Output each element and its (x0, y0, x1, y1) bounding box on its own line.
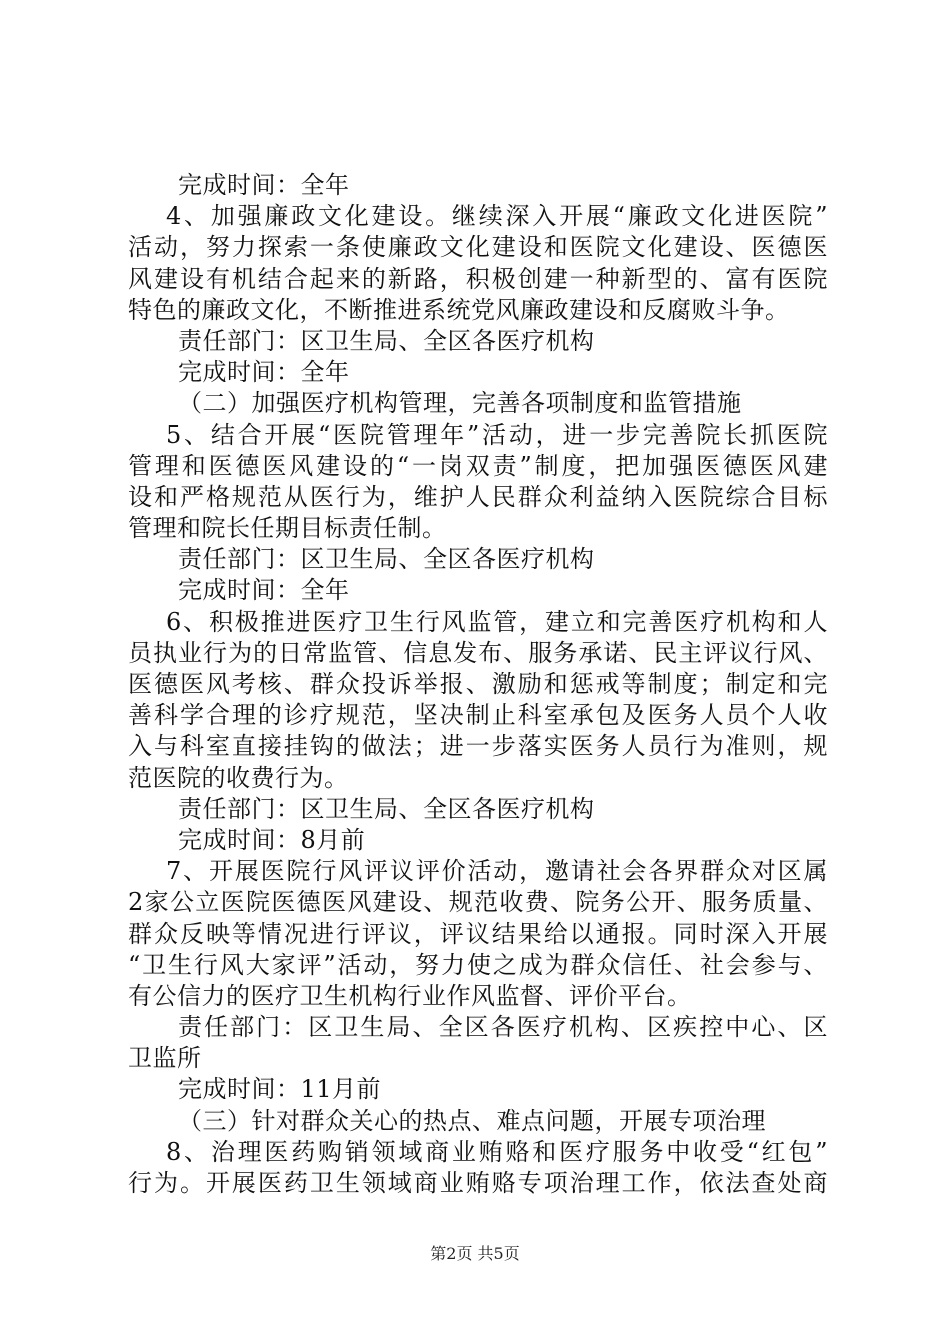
text-line: 有公信力的医疗卫生机构行业作风监督、评价平台。 (128, 981, 692, 1010)
text-line: 责任部门：区卫生局、全区各医疗机构 (178, 794, 595, 823)
text-line: 完成时间：全年 (178, 576, 350, 605)
text-line: 责任部门：区卫生局、全区各医疗机构 (178, 326, 595, 355)
text-line: 善科学合理的诊疗规范，坚决制止科室承包及医务人员个人收 (128, 701, 828, 730)
text-line: 完成时间：全年 (178, 358, 350, 387)
page-footer (0, 1241, 950, 1264)
text-line: 医德医风考核、群众投诉举报、激励和惩戒等制度；制定和完 (128, 670, 828, 698)
text-line: 行为。开展医药卫生领域商业贿赂专项治理工作，依法查处商 (128, 1169, 828, 1197)
text-line: 风建设有机结合起来的新路，积极创建一种新型的、富有医院 (128, 264, 828, 293)
text-line: 5、结合开展“医院管理年”活动，进一步完善院长抓医院 (166, 420, 828, 449)
document-body (128, 170, 828, 1199)
text-line: 活动，努力探索一条使廉政文化建设和医院文化建设、医德医 (128, 233, 828, 262)
text-line: 完成时间：全年 (178, 171, 350, 199)
text-line: 群众反映等情况进行评议，评议结果给以通报。同时深入开展 (128, 919, 828, 948)
section-heading: （二）加强医疗机构管理，完善各项制度和监管措施 (178, 389, 742, 418)
text-line: “卫生行风大家评”活动，努力使之成为群众信任、社会参与、 (128, 950, 828, 979)
text-line: 完成时间：8月前 (178, 825, 366, 854)
text-line: 6、积极推进医疗卫生行风监管，建立和完善医疗机构和人 (166, 607, 828, 636)
section-heading: （三）针对群众关心的热点、难点问题，开展专项治理 (178, 1106, 766, 1135)
text-line: 完成时间：11月前 (178, 1075, 382, 1104)
text-line: 卫监所 (128, 1044, 202, 1073)
text-line: 管理和院长任期目标责任制。 (128, 514, 447, 543)
text-line: 7、开展医院行风评议评价活动，邀请社会各界群众对区属 (166, 857, 828, 886)
text-line: 范医院的收费行为。 (128, 763, 349, 792)
text-line: 4、加强廉政文化建设。继续深入开展“廉政文化进医院” (166, 202, 828, 231)
text-line: 责任部门：区卫生局、全区各医疗机构、区疾控中心、区 (178, 1013, 828, 1042)
text-line: 员执业行为的日常监管、信息发布、服务承诺、民主评议行风、 (128, 638, 828, 667)
text-line: 设和严格规范从医行为，维护人民群众利益纳入医院综合目标 (128, 482, 828, 511)
page-number: 第2页 共5页 (430, 1244, 520, 1263)
text-line: 管理和医德医风建设的“一岗双责”制度，把加强医德医风建 (128, 451, 828, 480)
text-line: 入与科室直接挂钩的做法；进一步落实医务人员行为准则，规 (128, 732, 828, 761)
text-line: 特色的廉政文化，不断推进系统党风廉政建设和反腐败斗争。 (128, 295, 790, 324)
text-line: 2家公立医院医德医风建设、规范收费、院务公开、服务质量、 (128, 888, 828, 917)
text-line: 8、治理医药购销领域商业贿赂和医疗服务中收受“红包” (166, 1137, 828, 1166)
text-line: 责任部门：区卫生局、全区各医疗机构 (178, 545, 595, 574)
